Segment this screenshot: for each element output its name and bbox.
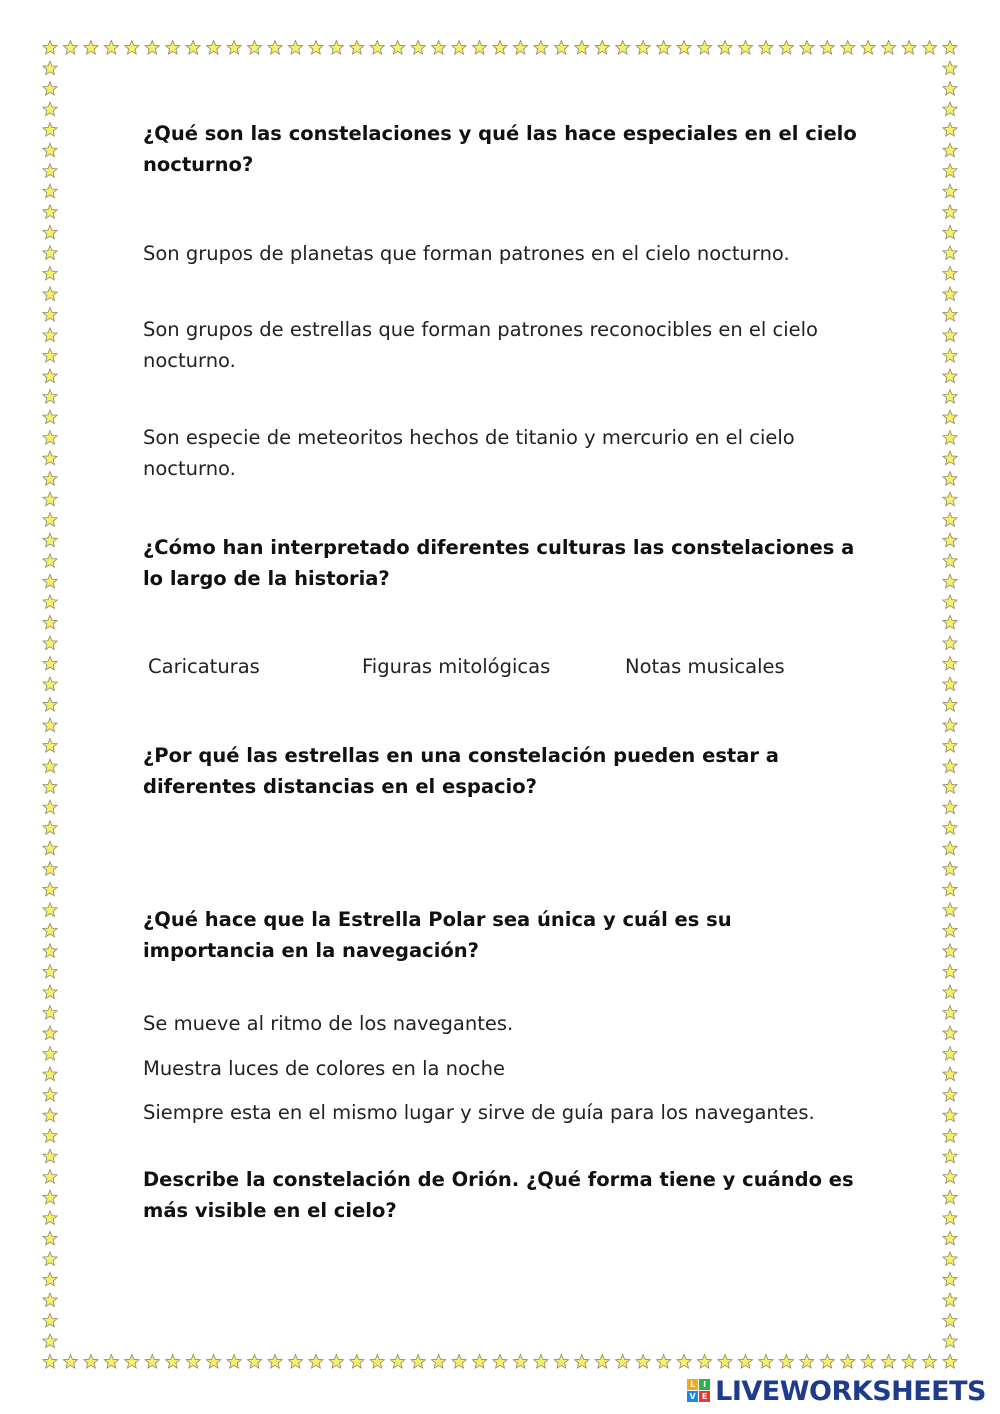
logo-letter-v: V bbox=[687, 1391, 698, 1402]
star-icon bbox=[43, 554, 57, 568]
option-4b[interactable]: Muestra luces de colores en la noche bbox=[143, 1057, 506, 1080]
star-icon bbox=[943, 882, 957, 896]
star-icon bbox=[493, 1355, 507, 1369]
star-icon bbox=[43, 1272, 57, 1286]
star-icon bbox=[943, 739, 957, 753]
star-icon bbox=[943, 328, 957, 342]
star-icon bbox=[575, 1355, 589, 1369]
star-icon bbox=[350, 41, 364, 55]
star-icon bbox=[247, 41, 261, 55]
star-icon bbox=[43, 1211, 57, 1225]
star-icon bbox=[43, 1047, 57, 1061]
star-icon bbox=[943, 985, 957, 999]
star-icon bbox=[943, 451, 957, 465]
star-icon bbox=[43, 1313, 57, 1327]
star-icon bbox=[452, 41, 466, 55]
star-icon bbox=[943, 472, 957, 486]
star-icon bbox=[43, 882, 57, 896]
star-icon bbox=[43, 656, 57, 670]
star-icon bbox=[718, 1355, 732, 1369]
star-icon bbox=[943, 1293, 957, 1307]
star-icon bbox=[943, 1088, 957, 1102]
star-icon bbox=[43, 492, 57, 506]
star-icon bbox=[43, 451, 57, 465]
star-icon bbox=[166, 41, 180, 55]
question-4: ¿Qué hace que la Estrella Polar sea única y cuál es su importancia en la navegación? bbox=[143, 908, 732, 962]
star-icon bbox=[616, 41, 630, 55]
star-icon bbox=[943, 800, 957, 814]
star-icon bbox=[943, 1231, 957, 1245]
star-icon bbox=[943, 964, 957, 978]
star-icon bbox=[943, 41, 957, 55]
star-icon bbox=[43, 574, 57, 588]
star-icon bbox=[43, 821, 57, 835]
question-5: Describe la constelación de Orión. ¿Qué forma tiene y cuándo es más visible en el cielo? bbox=[143, 1168, 854, 1222]
star-icon bbox=[943, 862, 957, 876]
star-icon bbox=[391, 41, 405, 55]
star-icon bbox=[43, 246, 57, 260]
star-icon bbox=[43, 61, 57, 75]
star-icon bbox=[943, 123, 957, 137]
star-icon bbox=[657, 41, 671, 55]
star-icon bbox=[43, 800, 57, 814]
star-icon bbox=[943, 903, 957, 917]
star-icon bbox=[779, 41, 793, 55]
star-icon bbox=[43, 1108, 57, 1122]
star-icon bbox=[943, 759, 957, 773]
star-icon bbox=[43, 369, 57, 383]
liveworksheets-logo bbox=[687, 1374, 986, 1408]
star-icon bbox=[943, 246, 957, 260]
logo-letter-i: I bbox=[699, 1379, 710, 1390]
star-icon bbox=[943, 205, 957, 219]
star-icon bbox=[513, 41, 527, 55]
star-icon bbox=[43, 636, 57, 650]
star-icon bbox=[943, 369, 957, 383]
star-icon bbox=[534, 41, 548, 55]
star-icon bbox=[207, 1355, 221, 1369]
star-icon bbox=[943, 1067, 957, 1081]
star-icon bbox=[43, 164, 57, 178]
star-icon bbox=[43, 1026, 57, 1040]
star-icon bbox=[800, 41, 814, 55]
star-icon bbox=[43, 718, 57, 732]
question-3: ¿Por qué las estrellas en una constelación pueden estar a diferentes distancias en el espacio? bbox=[143, 744, 779, 798]
star-icon bbox=[636, 41, 650, 55]
option-2a[interactable]: Caricaturas bbox=[148, 655, 260, 678]
star-icon bbox=[493, 41, 507, 55]
star-icon bbox=[677, 1355, 691, 1369]
logo-letter-l: L bbox=[687, 1379, 698, 1390]
star-icon bbox=[882, 1355, 896, 1369]
star-icon bbox=[227, 41, 241, 55]
question-2: ¿Cómo han interpretado diferentes culturas las constelaciones a lo largo de la historia? bbox=[143, 536, 855, 590]
star-icon bbox=[554, 41, 568, 55]
star-icon bbox=[943, 1211, 957, 1225]
star-icon bbox=[104, 1355, 118, 1369]
star-icon bbox=[943, 1272, 957, 1286]
star-icon bbox=[677, 41, 691, 55]
star-icon bbox=[43, 41, 57, 55]
star-icon bbox=[943, 225, 957, 239]
star-icon bbox=[43, 964, 57, 978]
star-icon bbox=[43, 903, 57, 917]
star-icon bbox=[43, 533, 57, 547]
star-icon bbox=[902, 41, 916, 55]
star-icon bbox=[432, 1355, 446, 1369]
star-icon bbox=[63, 1355, 77, 1369]
star-icon bbox=[800, 1355, 814, 1369]
brand-logo-icon bbox=[687, 1379, 711, 1403]
star-icon bbox=[820, 1355, 834, 1369]
star-icon bbox=[902, 1355, 916, 1369]
star-icon bbox=[43, 739, 57, 753]
star-icon bbox=[43, 923, 57, 937]
star-icon bbox=[43, 102, 57, 116]
star-icon bbox=[43, 1067, 57, 1081]
star-icon bbox=[820, 41, 834, 55]
star-icon bbox=[43, 1149, 57, 1163]
star-icon bbox=[943, 677, 957, 691]
star-icon bbox=[329, 41, 343, 55]
star-icon bbox=[841, 41, 855, 55]
star-icon bbox=[943, 841, 957, 855]
star-icon bbox=[370, 1355, 384, 1369]
star-icon bbox=[943, 1026, 957, 1040]
question-1: ¿Qué son las constelaciones y qué las hace especiales en el cielo nocturno? bbox=[143, 122, 857, 176]
star-icon bbox=[943, 718, 957, 732]
star-icon bbox=[943, 821, 957, 835]
star-icon bbox=[125, 1355, 139, 1369]
star-icon bbox=[43, 615, 57, 629]
star-icon bbox=[43, 431, 57, 445]
star-icon bbox=[697, 41, 711, 55]
star-icon bbox=[575, 41, 589, 55]
star-icon bbox=[452, 1355, 466, 1369]
star-icon bbox=[43, 1252, 57, 1266]
star-icon bbox=[943, 656, 957, 670]
star-icon bbox=[309, 1355, 323, 1369]
star-icon bbox=[718, 41, 732, 55]
star-icon bbox=[43, 513, 57, 527]
star-icon bbox=[554, 1355, 568, 1369]
star-icon bbox=[104, 41, 118, 55]
star-icon bbox=[411, 1355, 425, 1369]
star-icon bbox=[43, 1190, 57, 1204]
star-icon bbox=[882, 41, 896, 55]
star-icon bbox=[943, 1005, 957, 1019]
star-icon bbox=[943, 1190, 957, 1204]
star-icon bbox=[513, 1355, 527, 1369]
star-icon bbox=[329, 1355, 343, 1369]
star-icon bbox=[943, 1355, 957, 1369]
star-icon bbox=[43, 287, 57, 301]
star-icon bbox=[43, 595, 57, 609]
star-icon bbox=[943, 1334, 957, 1348]
star-icon bbox=[943, 307, 957, 321]
star-icon bbox=[43, 677, 57, 691]
star-icon bbox=[943, 61, 957, 75]
star-icon bbox=[186, 41, 200, 55]
star-icon bbox=[207, 41, 221, 55]
star-icon bbox=[943, 698, 957, 712]
star-icon bbox=[738, 1355, 752, 1369]
star-icon bbox=[943, 102, 957, 116]
star-icon bbox=[288, 41, 302, 55]
option-4a[interactable]: Se mueve al ritmo de los navegantes. bbox=[143, 1012, 514, 1035]
star-icon bbox=[943, 410, 957, 424]
star-icon bbox=[943, 492, 957, 506]
star-icon bbox=[43, 143, 57, 157]
star-icon bbox=[166, 1355, 180, 1369]
star-icon bbox=[43, 862, 57, 876]
star-icon bbox=[268, 41, 282, 55]
star-icon bbox=[43, 1231, 57, 1245]
star-icon bbox=[595, 1355, 609, 1369]
star-icon bbox=[943, 636, 957, 650]
star-icon bbox=[43, 1129, 57, 1143]
star-icon bbox=[943, 923, 957, 937]
star-icon bbox=[943, 513, 957, 527]
star-icon bbox=[943, 533, 957, 547]
logo-letter-e: E bbox=[699, 1391, 710, 1402]
star-icon bbox=[43, 944, 57, 958]
star-icon bbox=[43, 1005, 57, 1019]
option-1c[interactable]: Son especie de meteoritos hechos de titanio y mercurio en el cielo nocturno. bbox=[143, 426, 795, 480]
star-icon bbox=[145, 1355, 159, 1369]
star-icon bbox=[43, 123, 57, 137]
star-icon bbox=[943, 348, 957, 362]
star-icon bbox=[636, 1355, 650, 1369]
star-icon bbox=[43, 390, 57, 404]
star-icon bbox=[268, 1355, 282, 1369]
star-icon bbox=[43, 266, 57, 280]
star-icon bbox=[943, 266, 957, 280]
option-4c[interactable]: Siempre esta en el mismo lugar y sirve de guía para los navegantes. bbox=[143, 1101, 815, 1124]
star-icon bbox=[922, 41, 936, 55]
star-icon bbox=[616, 1355, 630, 1369]
star-icon bbox=[943, 1313, 957, 1327]
star-icon bbox=[43, 841, 57, 855]
star-icon bbox=[943, 1170, 957, 1184]
star-icon bbox=[227, 1355, 241, 1369]
star-icon bbox=[43, 1355, 57, 1369]
star-icon bbox=[943, 1129, 957, 1143]
option-1a[interactable]: Son grupos de planetas que forman patrones en el cielo nocturno. bbox=[143, 242, 790, 265]
star-icon bbox=[943, 287, 957, 301]
star-icon bbox=[943, 944, 957, 958]
star-icon bbox=[595, 41, 609, 55]
star-icon bbox=[841, 1355, 855, 1369]
star-icon bbox=[350, 1355, 364, 1369]
star-icon bbox=[432, 41, 446, 55]
star-icon bbox=[43, 985, 57, 999]
star-icon bbox=[43, 328, 57, 342]
star-icon bbox=[943, 1252, 957, 1266]
star-icon bbox=[411, 41, 425, 55]
star-icon bbox=[43, 1293, 57, 1307]
star-icon bbox=[186, 1355, 200, 1369]
star-icon bbox=[84, 1355, 98, 1369]
star-icon bbox=[697, 1355, 711, 1369]
star-icon bbox=[43, 1170, 57, 1184]
star-icon bbox=[125, 41, 139, 55]
option-2b[interactable]: Figuras mitológicas bbox=[362, 655, 551, 678]
star-icon bbox=[43, 307, 57, 321]
star-icon bbox=[84, 41, 98, 55]
star-icon bbox=[43, 205, 57, 219]
star-icon bbox=[534, 1355, 548, 1369]
option-2c[interactable]: Notas musicales bbox=[625, 655, 785, 678]
star-icon bbox=[288, 1355, 302, 1369]
option-1b[interactable]: Son grupos de estrellas que forman patrones reconocibles en el cielo nocturno. bbox=[143, 318, 818, 372]
star-icon bbox=[43, 348, 57, 362]
star-icon bbox=[779, 1355, 793, 1369]
star-icon bbox=[43, 410, 57, 424]
star-icon bbox=[472, 1355, 486, 1369]
star-icon bbox=[943, 1149, 957, 1163]
star-icon bbox=[43, 82, 57, 96]
star-icon bbox=[943, 1047, 957, 1061]
star-icon bbox=[472, 41, 486, 55]
star-icon bbox=[759, 1355, 773, 1369]
star-icon bbox=[943, 1108, 957, 1122]
star-icon bbox=[657, 1355, 671, 1369]
star-icon bbox=[922, 1355, 936, 1369]
star-icon bbox=[943, 595, 957, 609]
star-icon bbox=[63, 41, 77, 55]
star-icon bbox=[943, 574, 957, 588]
brand-name: LIVEWORKSHEETS bbox=[715, 1375, 986, 1407]
star-icon bbox=[943, 184, 957, 198]
star-icon bbox=[943, 390, 957, 404]
star-icon bbox=[43, 780, 57, 794]
star-icon bbox=[738, 41, 752, 55]
star-icon bbox=[43, 225, 57, 239]
star-icon bbox=[43, 472, 57, 486]
star-icon bbox=[759, 41, 773, 55]
star-icon bbox=[943, 143, 957, 157]
star-icon bbox=[145, 41, 159, 55]
star-icon bbox=[943, 615, 957, 629]
star-icon bbox=[43, 698, 57, 712]
star-icon bbox=[861, 1355, 875, 1369]
star-icon bbox=[43, 759, 57, 773]
star-icon bbox=[943, 780, 957, 794]
star-icon bbox=[370, 41, 384, 55]
star-icon bbox=[943, 82, 957, 96]
star-icon bbox=[943, 164, 957, 178]
star-icon bbox=[43, 1088, 57, 1102]
star-icon bbox=[943, 554, 957, 568]
star-icon bbox=[861, 41, 875, 55]
star-icon bbox=[43, 184, 57, 198]
star-icon bbox=[943, 431, 957, 445]
star-icon bbox=[43, 1334, 57, 1348]
star-icon bbox=[309, 41, 323, 55]
star-icon bbox=[247, 1355, 261, 1369]
star-icon bbox=[391, 1355, 405, 1369]
